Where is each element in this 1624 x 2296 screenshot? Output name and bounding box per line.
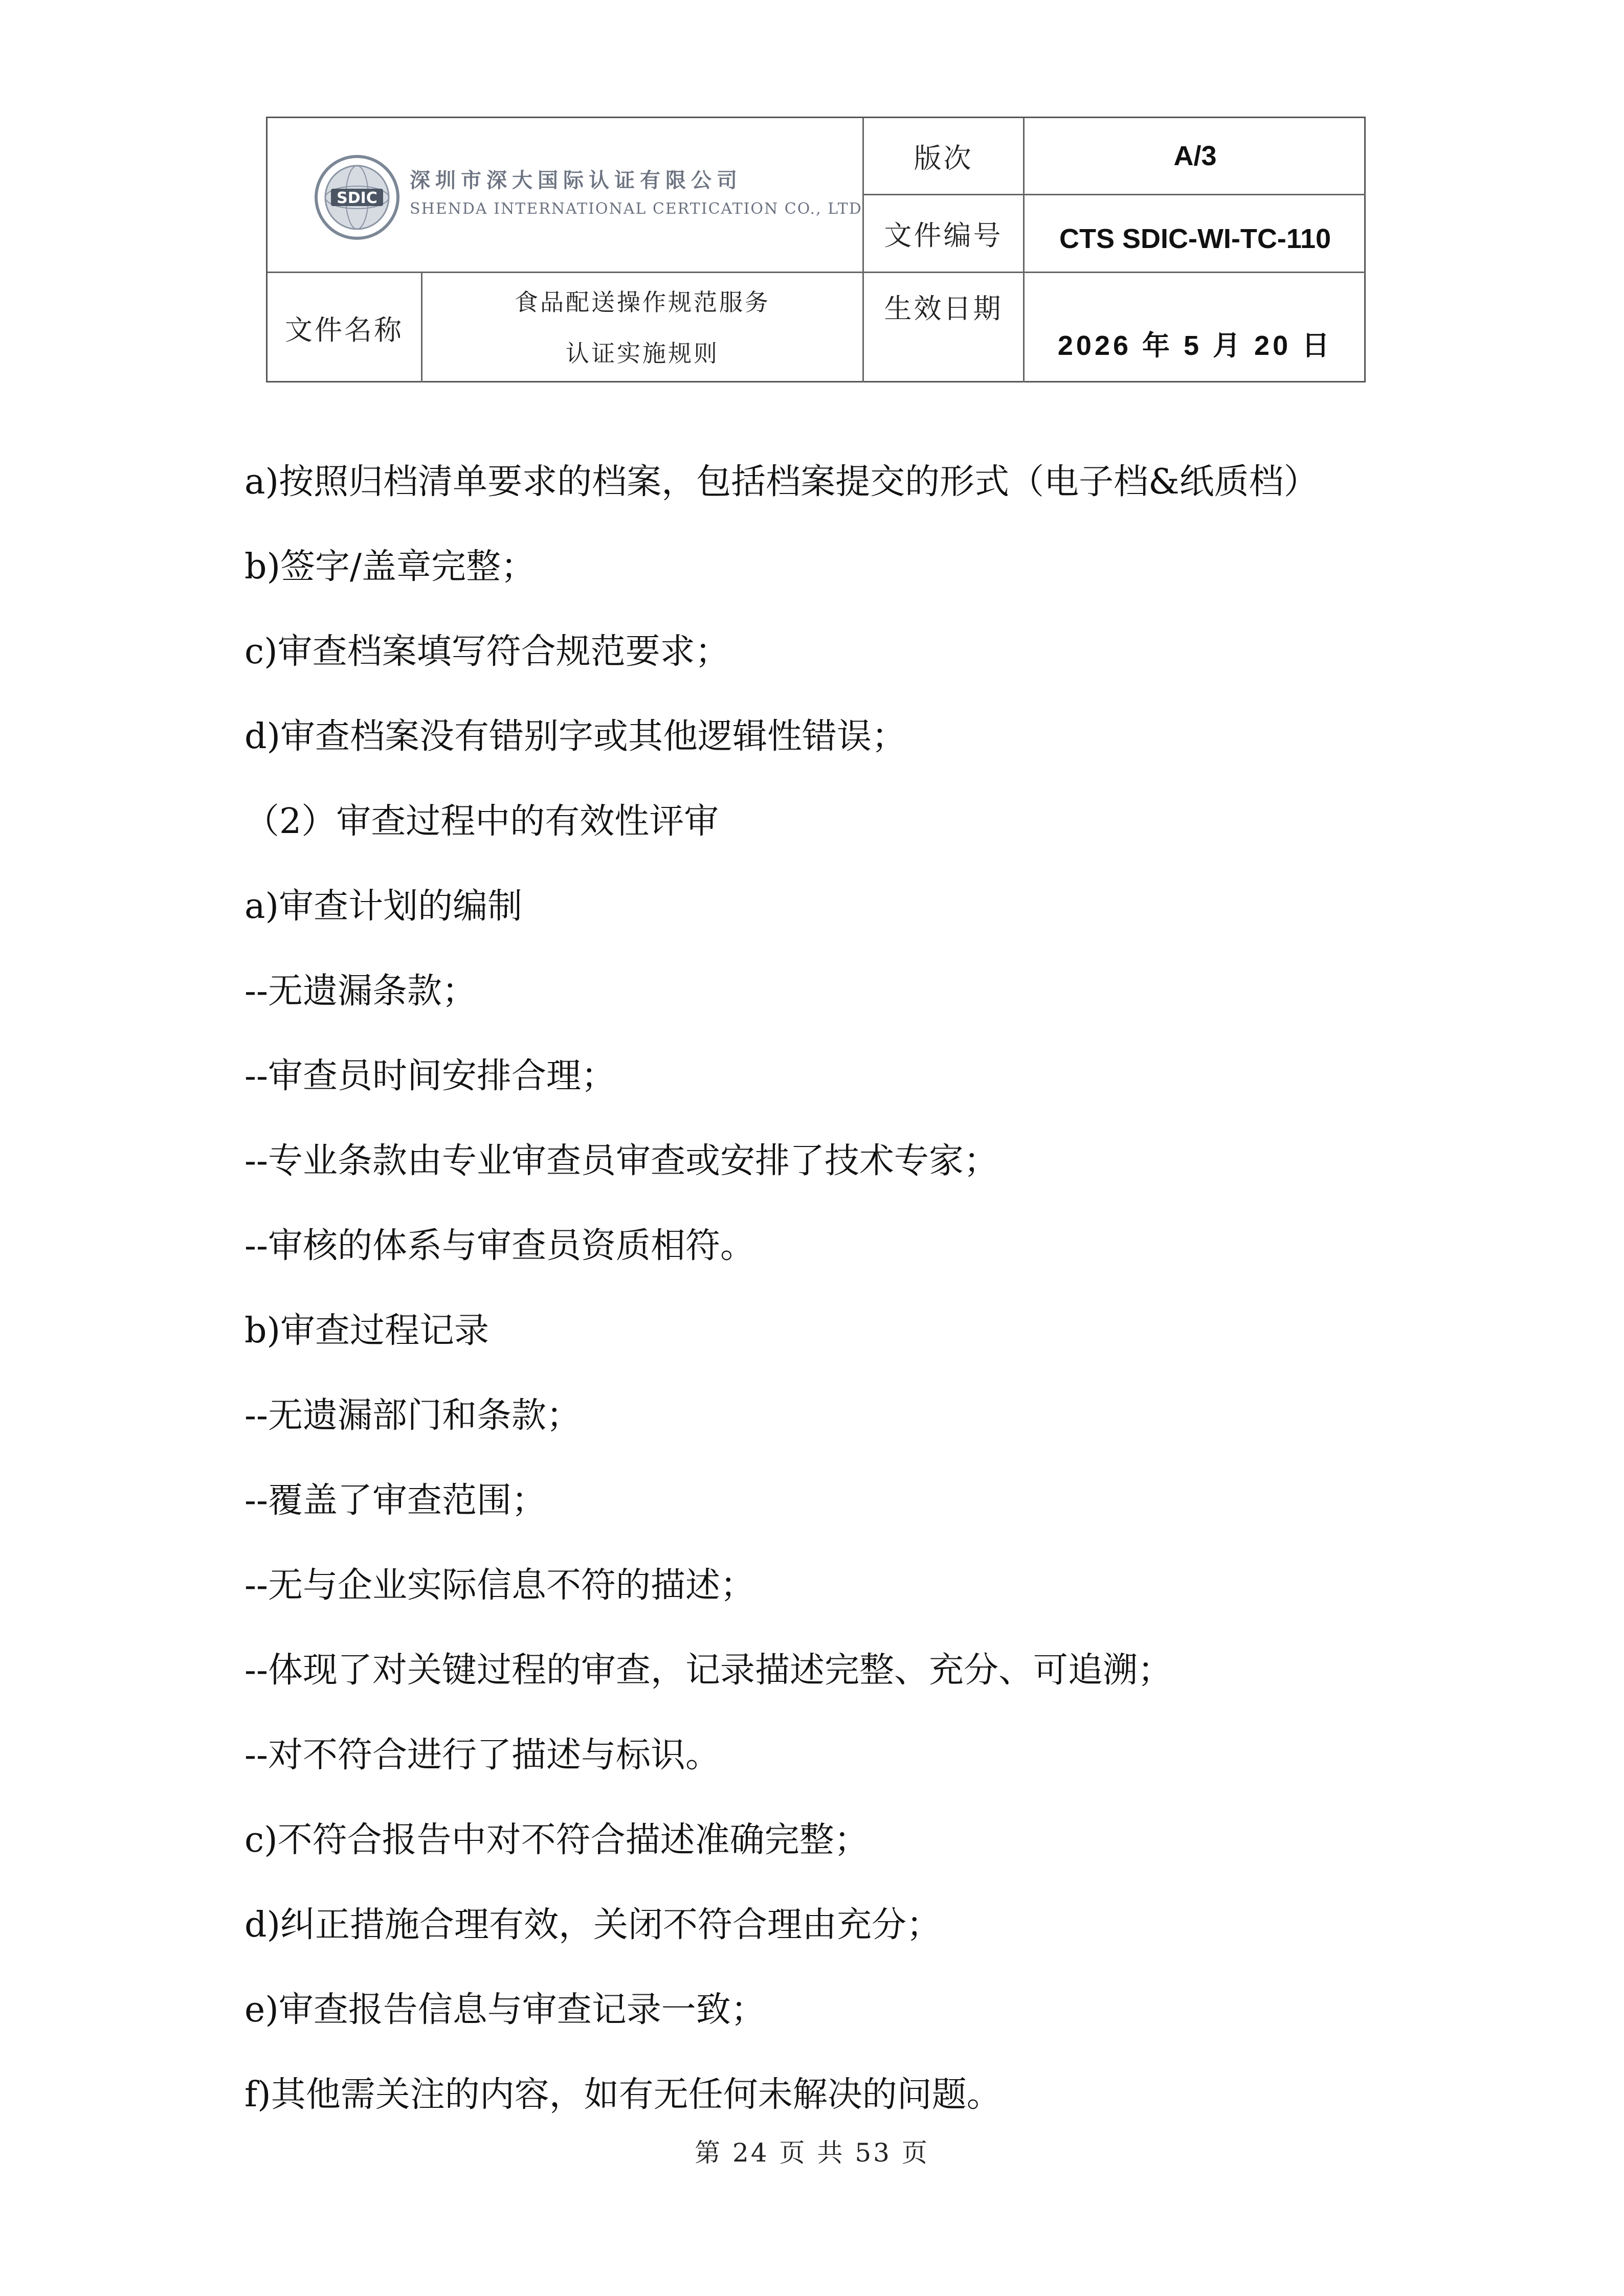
version-label: 版次 <box>914 142 973 174</box>
body-line: b)签字/盖章完整； <box>244 547 536 587</box>
body-line: a)按照归档清单要求的档案，包括档案提交的形式（电子档&纸质档） <box>244 462 1319 502</box>
section-heading: （2）审查过程中的有效性评审 <box>244 801 719 842</box>
body-line: c)审查档案填写符合规范要求； <box>244 632 730 672</box>
body-line: --审核的体系与审查员资质相符。 <box>244 1226 755 1266</box>
body-line: --覆盖了审查范围； <box>244 1480 546 1521</box>
doc-number-value: CTS SDIC-WI-TC-110 <box>1059 223 1331 254</box>
body-line: --无遗漏条款； <box>244 971 477 1011</box>
body-line: d)审查档案没有错别字或其他逻辑性错误； <box>244 716 907 757</box>
body-line: --无遗漏部门和条款； <box>244 1395 581 1436</box>
document-body <box>244 440 1421 2137</box>
sdic-logo-icon <box>314 154 401 241</box>
body-line: b)审查过程记录 <box>244 1311 490 1351</box>
logo-mark-text: SDIC <box>337 189 377 207</box>
version-value: A/3 <box>1173 141 1217 171</box>
body-line: a)审查计划的编制 <box>244 886 523 927</box>
body-line: --对不符合进行了描述与标识。 <box>244 1735 720 1775</box>
body-line: --专业条款由专业审查员审查或安排了技术专家； <box>244 1141 998 1181</box>
body-line: d)纠正措施合理有效，关闭不符合理由充分； <box>244 1905 942 1945</box>
doc-number-label: 文件编号 <box>884 219 1003 252</box>
header-table <box>266 117 1366 382</box>
body-line: --无与企业实际信息不符的描述； <box>244 1565 755 1606</box>
body-line: --审查员时间安排合理； <box>244 1056 616 1096</box>
body-line: f)其他需关注的内容，如有无任何未解决的问题。 <box>244 2075 1002 2115</box>
body-line: --体现了对关键过程的审查，记录描述完整、充分、可追溯； <box>244 1650 1172 1691</box>
file-name-value <box>422 273 862 382</box>
file-name-line1: 食品配送操作规范服务 <box>515 288 770 316</box>
file-name-line2: 认证实施规则 <box>566 340 719 367</box>
page-number: 第 24 页 共 53 页 <box>695 2138 929 2168</box>
company-logo <box>268 118 862 272</box>
company-name-en: SHENDA INTERNATIONAL CERTICATION CO., LTD <box>410 200 862 218</box>
effective-date-value: 2026 年 5 月 20 日 <box>1057 330 1333 361</box>
body-line: e)审查报告信息与审查记录一致； <box>244 1990 766 2030</box>
effective-date-label: 生效日期 <box>884 292 1003 325</box>
company-name-cn: 深圳市深大国际认证有限公司 <box>410 169 742 192</box>
file-name-label: 文件名称 <box>285 313 404 346</box>
body-line: c)不符合报告中对不符合描述准确完整； <box>244 1820 869 1860</box>
